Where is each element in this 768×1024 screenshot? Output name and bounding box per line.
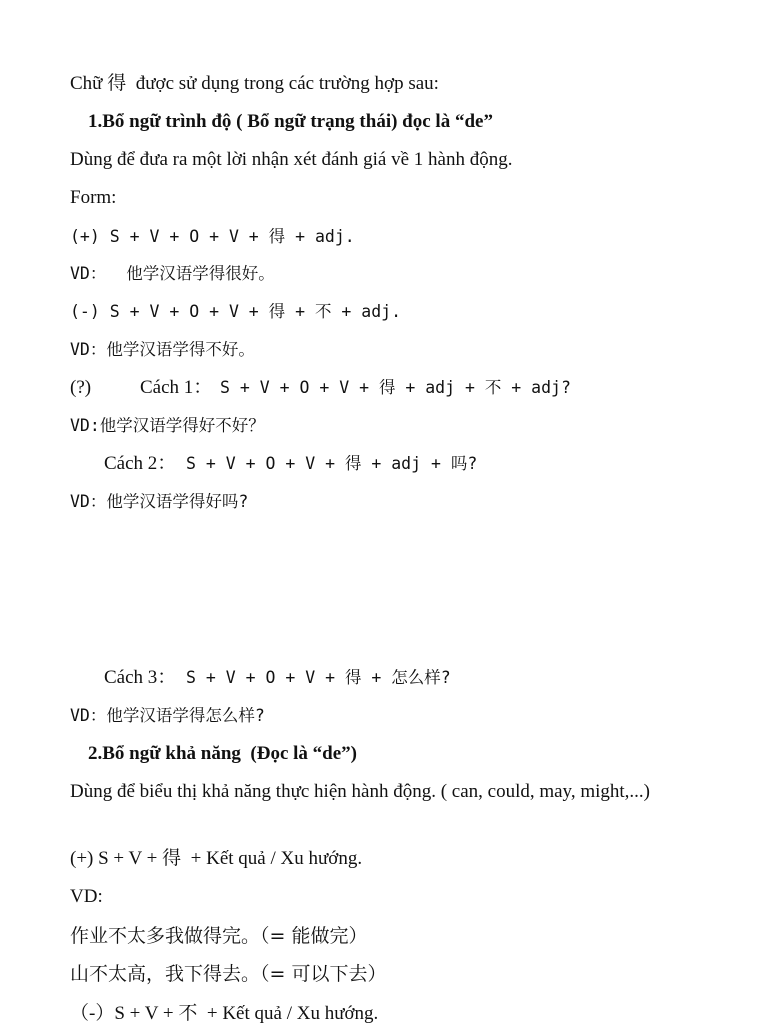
potential-positive-form: (+) S + V + 得 + Kết quả / Xu hướng.: [70, 848, 363, 869]
form-label: Form:: [70, 187, 117, 208]
vd-label: VD:: [70, 886, 103, 907]
question-method-2-example: VD：他学汉语学得好吗?: [70, 492, 249, 511]
question-method-3-example: VD：他学汉语学得怎么样?: [70, 706, 265, 725]
potential-negative-form: （-）S + V + 不 + Kết quả / Xu hướng.: [70, 1003, 379, 1024]
section-2-heading: 2.Bổ ngữ khả năng (Đọc là “de”): [88, 743, 357, 764]
potential-example-2: 山不太高，我下得去。（= 可以下去）: [70, 963, 387, 985]
question-method-1-example: VD:他学汉语学得好不好？: [70, 416, 265, 435]
positive-example: VD： 他学汉语学得很好。: [70, 264, 275, 283]
question-method-3-form: S + V + O + V + 得 + 怎么样?: [186, 668, 451, 687]
question-method-2-label: Cách 2：: [104, 453, 177, 474]
question-method-3-label: Cách 3：: [104, 667, 177, 688]
question-method-2-form: S + V + O + V + 得 + adj + 吗?: [186, 454, 478, 473]
section-1-description: Dùng để đưa ra một lời nhận xét đánh giá về 1 hành động.: [70, 149, 513, 170]
positive-form: (+) S + V + O + V + 得 + adj.: [70, 227, 355, 246]
section-1-heading: 1.Bổ ngữ trình độ ( Bổ ngữ trạng thái) đọc là “de”: [88, 111, 493, 132]
section-2-description: Dùng để biểu thị khả năng thực hiện hành động. ( can, could, may, might,...): [70, 781, 650, 802]
potential-example-1: 作业不太多我做得完。（= 能做完）: [70, 925, 368, 947]
negative-form: (-) S + V + O + V + 得 + 不 + adj.: [70, 302, 402, 321]
intro-line: Chữ 得 được sử dụng trong các trường hợp sau:: [70, 73, 439, 94]
question-method-1-form: S + V + O + V + 得 + adj + 不 + adj?: [220, 378, 571, 397]
question-marker: (?): [70, 377, 92, 398]
negative-example: VD：他学汉语学得不好。: [70, 340, 255, 359]
question-method-1-label: Cách 1：: [140, 377, 213, 398]
